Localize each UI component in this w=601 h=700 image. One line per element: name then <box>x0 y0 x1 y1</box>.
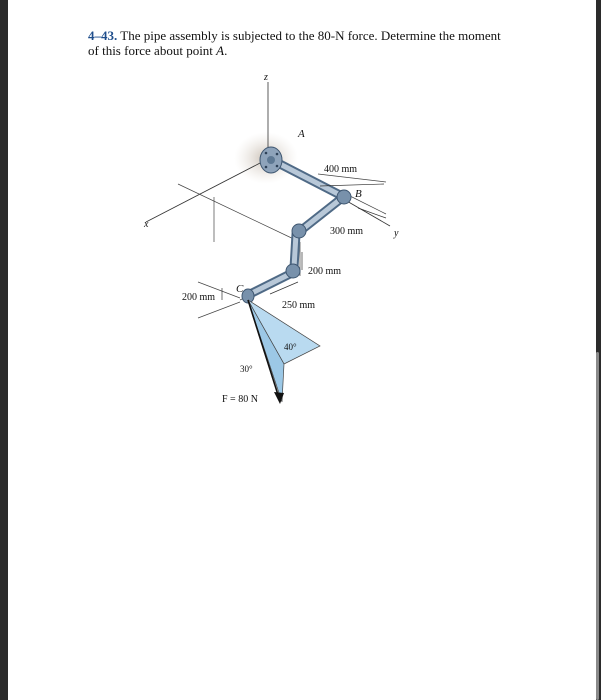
pipe-assembly-figure <box>8 0 596 700</box>
dim-200-left-label: 200 mm <box>182 292 216 303</box>
axis-x-label: x <box>144 219 149 230</box>
problem-text-end: . <box>224 43 228 58</box>
axis-z-label: z <box>264 72 268 83</box>
dim-200-right-label: 200 mm <box>308 266 342 277</box>
problem-text: The pipe assembly is subjected to the 80-N force. Determine the moment of this force about point <box>88 28 501 58</box>
dim-300-label: 300 mm <box>330 226 364 237</box>
point-b-label: B <box>355 188 362 200</box>
dim-250-label: 250 mm <box>282 300 316 311</box>
force-label: F = 80 N <box>222 394 258 405</box>
axis-y-label: y <box>394 228 399 239</box>
point-c-label: C <box>236 283 244 295</box>
dim-400-label: 400 mm <box>324 164 358 175</box>
x-axis <box>146 162 262 222</box>
support-flange <box>260 147 282 173</box>
angle-40-label: 40° <box>284 342 297 352</box>
document-page <box>8 0 596 700</box>
problem-point: A <box>216 43 225 58</box>
point-a-label: A <box>298 128 305 140</box>
problem-number: 4–43. <box>88 28 118 43</box>
scrollbar[interactable] <box>596 352 599 700</box>
angle-30-label: 30° <box>240 364 253 374</box>
